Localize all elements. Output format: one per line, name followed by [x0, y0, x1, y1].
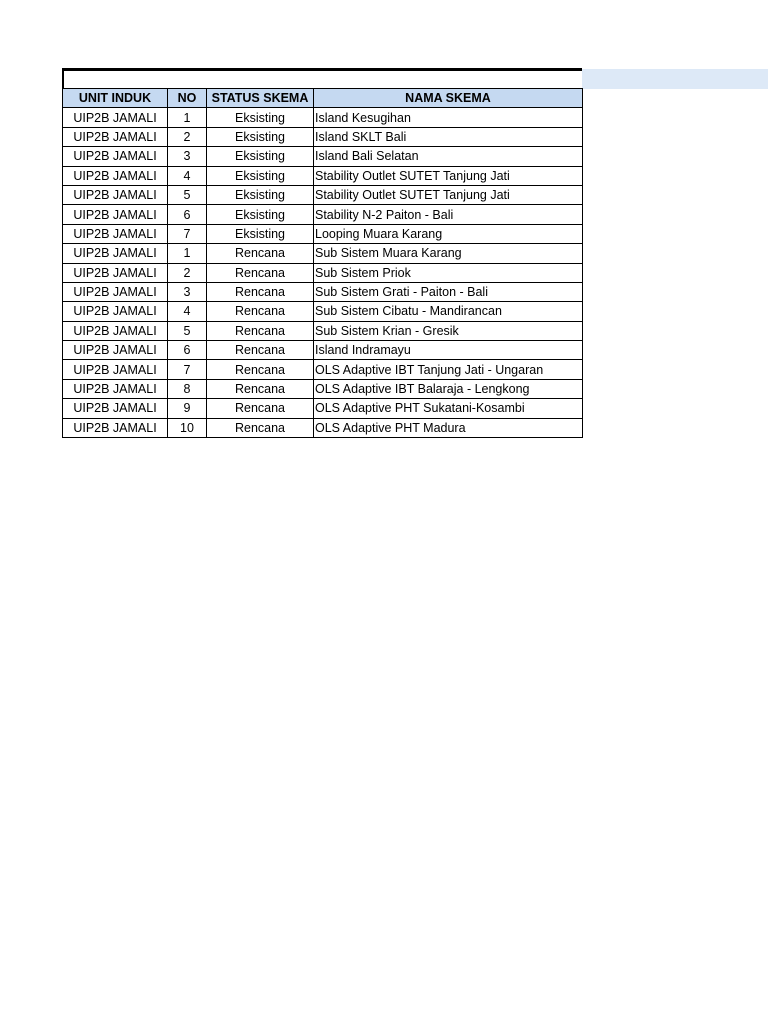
no-cell: 5	[168, 321, 207, 340]
unit-induk-cell: UIP2B JAMALI	[63, 418, 168, 437]
status-skema-cell: Rencana	[207, 379, 314, 398]
header-row	[63, 89, 583, 108]
table-row	[63, 360, 583, 379]
no-cell: 4	[168, 166, 207, 185]
header-no: NO	[168, 89, 207, 108]
nama-skema-cell: Stability Outlet SUTET Tanjung Jati	[314, 166, 583, 185]
status-skema-cell: Rencana	[207, 360, 314, 379]
no-cell: 5	[168, 185, 207, 204]
nama-skema-cell: Stability Outlet SUTET Tanjung Jati	[314, 185, 583, 204]
no-cell: 4	[168, 302, 207, 321]
no-cell: 7	[168, 224, 207, 243]
nama-skema-cell: Island Kesugihan	[314, 108, 583, 127]
status-skema-cell: Eksisting	[207, 108, 314, 127]
nama-skema-cell: Sub Sistem Muara Karang	[314, 244, 583, 263]
unit-induk-cell: UIP2B JAMALI	[63, 244, 168, 263]
table-row	[63, 147, 583, 166]
unit-induk-cell: UIP2B JAMALI	[63, 302, 168, 321]
unit-induk-cell: UIP2B JAMALI	[63, 321, 168, 340]
status-skema-cell: Eksisting	[207, 205, 314, 224]
unit-induk-cell: UIP2B JAMALI	[63, 166, 168, 185]
unit-induk-cell: UIP2B JAMALI	[63, 379, 168, 398]
header-nama-skema: NAMA SKEMA	[314, 89, 583, 108]
table-row	[63, 341, 583, 360]
table-row	[63, 108, 583, 127]
status-skema-cell: Eksisting	[207, 224, 314, 243]
nama-skema-cell: Stability N-2 Paiton - Bali	[314, 205, 583, 224]
status-skema-cell: Eksisting	[207, 166, 314, 185]
status-skema-cell: Rencana	[207, 302, 314, 321]
status-skema-cell: Rencana	[207, 244, 314, 263]
no-cell: 2	[168, 263, 207, 282]
unit-induk-cell: UIP2B JAMALI	[63, 108, 168, 127]
status-skema-cell: Rencana	[207, 282, 314, 301]
status-skema-cell: Rencana	[207, 418, 314, 437]
unit-induk-cell: UIP2B JAMALI	[63, 224, 168, 243]
table-row	[63, 379, 583, 398]
table-row	[63, 185, 583, 204]
unit-induk-cell: UIP2B JAMALI	[63, 263, 168, 282]
table-row	[63, 166, 583, 185]
status-skema-cell: Eksisting	[207, 127, 314, 146]
no-cell: 6	[168, 205, 207, 224]
status-skema-cell: Eksisting	[207, 147, 314, 166]
unit-induk-cell: UIP2B JAMALI	[63, 360, 168, 379]
table-row	[63, 302, 583, 321]
unit-induk-cell: UIP2B JAMALI	[63, 399, 168, 418]
nama-skema-cell: OLS Adaptive PHT Madura	[314, 418, 583, 437]
no-cell: 3	[168, 282, 207, 301]
nama-skema-cell: Sub Sistem Grati - Paiton - Bali	[314, 282, 583, 301]
nama-skema-cell: Sub Sistem Krian - Gresik	[314, 321, 583, 340]
table-row	[63, 127, 583, 146]
nama-skema-cell: Sub Sistem Priok	[314, 263, 583, 282]
unit-induk-cell: UIP2B JAMALI	[63, 147, 168, 166]
status-skema-cell: Rencana	[207, 399, 314, 418]
nama-skema-cell: OLS Adaptive IBT Tanjung Jati - Ungaran	[314, 360, 583, 379]
unit-induk-cell: UIP2B JAMALI	[63, 205, 168, 224]
table-row	[63, 399, 583, 418]
no-cell: 2	[168, 127, 207, 146]
nama-skema-cell: Island Indramayu	[314, 341, 583, 360]
unit-induk-cell: UIP2B JAMALI	[63, 282, 168, 301]
no-cell: 9	[168, 399, 207, 418]
no-cell: 1	[168, 108, 207, 127]
status-skema-cell: Rencana	[207, 263, 314, 282]
unit-induk-cell: UIP2B JAMALI	[63, 185, 168, 204]
nama-skema-cell: Island Bali Selatan	[314, 147, 583, 166]
table-row	[63, 418, 583, 437]
table-row	[63, 282, 583, 301]
skema-table	[62, 88, 583, 438]
no-cell: 1	[168, 244, 207, 263]
table-body	[63, 108, 583, 438]
table-row	[63, 244, 583, 263]
nama-skema-cell: Looping Muara Karang	[314, 224, 583, 243]
no-cell: 8	[168, 379, 207, 398]
table-row	[63, 224, 583, 243]
highlight-band	[582, 69, 768, 89]
nama-skema-cell: OLS Adaptive PHT Sukatani-Kosambi	[314, 399, 583, 418]
no-cell: 7	[168, 360, 207, 379]
status-skema-cell: Rencana	[207, 321, 314, 340]
status-skema-cell: Eksisting	[207, 185, 314, 204]
header-unit-induk: UNIT INDUK	[63, 89, 168, 108]
no-cell: 6	[168, 341, 207, 360]
unit-induk-cell: UIP2B JAMALI	[63, 127, 168, 146]
no-cell: 10	[168, 418, 207, 437]
unit-induk-cell: UIP2B JAMALI	[63, 341, 168, 360]
table-row	[63, 263, 583, 282]
header-status-skema: STATUS SKEMA	[207, 89, 314, 108]
nama-skema-cell: OLS Adaptive IBT Balaraja - Lengkong	[314, 379, 583, 398]
table-title-bar	[62, 68, 582, 88]
nama-skema-cell: Sub Sistem Cibatu - Mandirancan	[314, 302, 583, 321]
no-cell: 3	[168, 147, 207, 166]
table-row	[63, 321, 583, 340]
nama-skema-cell: Island SKLT Bali	[314, 127, 583, 146]
status-skema-cell: Rencana	[207, 341, 314, 360]
table-row	[63, 205, 583, 224]
